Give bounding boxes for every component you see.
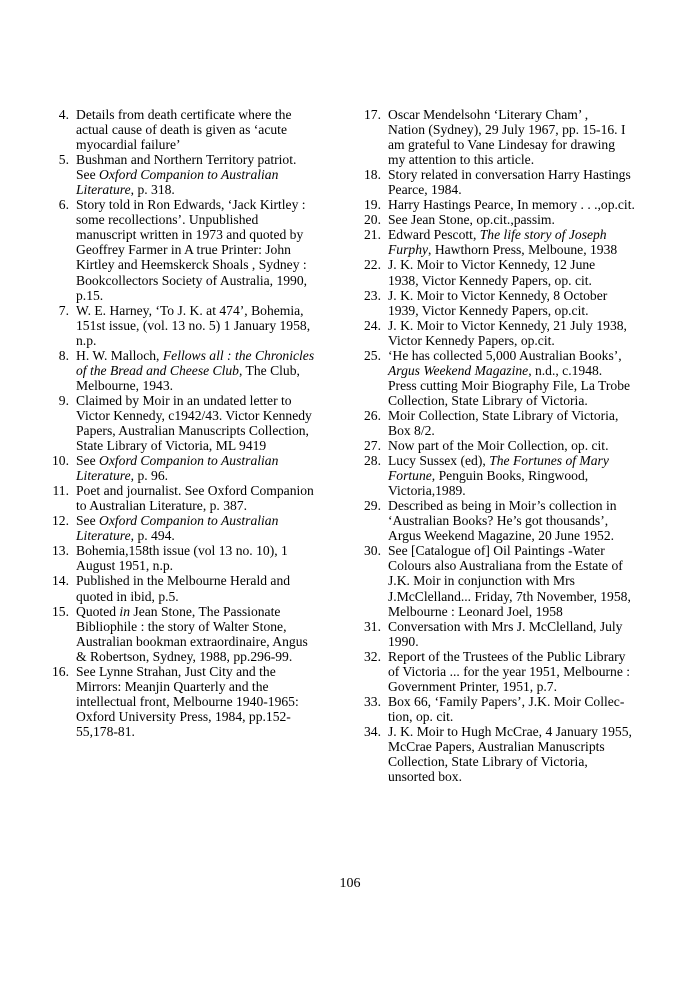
endnote-line: Box 66, ‘Family Papers’, J.K. Moir Collec- <box>388 693 625 709</box>
endnote-text <box>388 724 652 784</box>
endnote-line: Literature, p. 96. <box>76 468 169 484</box>
endnote-number: 15. <box>52 603 69 619</box>
endnote-text <box>388 257 652 287</box>
endnote-line: See Oxford Companion to Australian <box>76 513 279 529</box>
endnote-line: J. K. Moir to Victor Kennedy, 12 June <box>388 257 596 273</box>
endnote-number: 28. <box>364 453 381 469</box>
endnote-line: quoted in ibid, p.5. <box>76 588 179 604</box>
endnote-text <box>388 694 652 724</box>
endnote-line: to Australian Literature, p. 387. <box>76 498 248 514</box>
endnote-line: Claimed by Moir in an undated letter to <box>76 392 292 408</box>
endnote-number: 5. <box>58 152 69 168</box>
endnote-line: Bushman and Northern Territory patriot. <box>76 152 297 168</box>
endnote-number: 9. <box>58 392 69 408</box>
endnote-line: Lucy Sussex (ed), The Fortunes of Mary <box>388 453 609 469</box>
endnote-number: 11. <box>52 483 69 499</box>
endnote-line: Melbourne : Leonard Joel, 1958 <box>388 603 563 619</box>
endnote-line: Oxford University Press, 1984, pp.152- <box>76 708 291 724</box>
endnote-line: Geoffrey Farmer in A true Printer: John <box>76 242 291 258</box>
endnote <box>360 694 652 724</box>
endnote <box>48 573 340 603</box>
endnote-number: 33. <box>364 693 381 709</box>
endnote <box>48 393 340 453</box>
endnote-number: 4. <box>58 107 69 122</box>
endnote-line: ‘Australian Books? He’s got thousands’, <box>388 513 609 529</box>
endnote <box>48 348 340 393</box>
endnote-text <box>388 227 652 257</box>
endnote-text <box>388 649 652 694</box>
endnote <box>48 303 340 348</box>
endnote-line: Argus Weekend Magazine, 20 June 1952. <box>388 528 615 544</box>
endnote-number: 22. <box>364 257 381 273</box>
endnote <box>360 543 652 618</box>
endnote-number: 17. <box>364 107 381 122</box>
page-number: 106 <box>339 876 361 891</box>
endnote-line: Australian bookman extraordinaire, Angus <box>76 633 308 649</box>
endnote-line: Literature, p. 318. <box>76 182 175 198</box>
endnote <box>360 619 652 649</box>
endnote-number: 29. <box>364 498 381 514</box>
endnote-line: Pearce, 1984. <box>388 182 462 198</box>
endnote-number: 31. <box>364 618 381 634</box>
endnote-line: Nation (Sydney), 29 July 1967, pp. 15-16. I <box>388 122 626 138</box>
endnote-line: J. K. Moir to Victor Kennedy, 8 October <box>388 287 608 303</box>
endnote <box>48 513 340 543</box>
endnote-line: Story told in Ron Edwards, ‘Jack Kirtley : <box>76 197 306 213</box>
endnote-number: 13. <box>52 543 69 559</box>
endnote-line: Poet and journalist. See Oxford Companion <box>76 483 314 499</box>
endnote <box>48 197 340 302</box>
endnote-text <box>388 438 652 453</box>
endnote-line: Collection, State Library of Victoria. <box>388 392 588 408</box>
endnote-line: am grateful to Vane Lindesay for drawing <box>388 137 615 153</box>
endnote-line: Oscar Mendelsohn ‘Literary Cham’ , <box>388 107 589 122</box>
endnote-text <box>76 543 340 573</box>
endnote-line: Melbourne, 1943. <box>76 377 174 393</box>
endnote-number: 19. <box>364 197 381 213</box>
endnote <box>360 724 652 784</box>
endnote-number: 30. <box>364 543 381 559</box>
endnote-number: 23. <box>364 287 381 303</box>
endnote-line: Government Printer, 1951, p.7. <box>388 678 557 694</box>
endnote-line: of the Bread and Cheese Club, The Club, <box>76 362 300 378</box>
endnote-line: State Library of Victoria, ML 9419 <box>76 438 267 454</box>
endnote-text <box>388 318 652 348</box>
endnote <box>48 664 340 739</box>
endnote-text <box>76 513 340 543</box>
endnote-line: See Jean Stone, op.cit.,passim. <box>388 212 555 228</box>
endnote <box>360 288 652 318</box>
endnote-text <box>388 197 652 212</box>
endnote <box>48 543 340 573</box>
endnote-number: 14. <box>52 573 69 589</box>
endnote <box>360 318 652 348</box>
endnote-text <box>76 664 340 739</box>
endnote-line: J. K. Moir to Victor Kennedy, 21 July 1938, <box>388 317 627 333</box>
endnote-line: Edward Pescott, The life story of Joseph <box>388 227 607 243</box>
notes-column-right <box>360 107 652 784</box>
endnote <box>360 438 652 453</box>
endnote-text <box>388 453 652 498</box>
endnote-line: Literature, p. 494. <box>76 528 175 544</box>
endnote-number: 27. <box>364 438 381 454</box>
endnote <box>48 152 340 197</box>
endnote-text <box>388 107 652 167</box>
endnote-line: J.McClelland... Friday, 7th November, 1958, <box>388 588 631 604</box>
endnote-line: of Victoria ... for the year 1951, Melbourne : <box>388 663 631 679</box>
endnote-number: 18. <box>364 167 381 183</box>
endnote-line: See Lynne Strahan, Just City and the <box>76 663 276 679</box>
endnote-number: 12. <box>52 513 69 529</box>
endnote-line: Story related in conversation Harry Hastings <box>388 167 631 183</box>
endnote-line: Bibliophile : the story of Walter Stone, <box>76 618 287 634</box>
endnote-text <box>76 303 340 348</box>
endnote-text <box>76 573 340 603</box>
endnote-number: 8. <box>58 347 69 363</box>
endnote-line: Published in the Melbourne Herald and <box>76 573 291 589</box>
endnote-number: 32. <box>364 648 381 664</box>
endnote <box>360 408 652 438</box>
endnote-text <box>388 348 652 408</box>
endnote-line: Report of the Trustees of the Public Library <box>388 648 626 664</box>
endnote-number: 25. <box>364 347 381 363</box>
endnote <box>360 227 652 257</box>
endnote-line: See Oxford Companion to Australian <box>76 453 279 469</box>
endnote-line: n.p. <box>76 332 97 348</box>
endnote-line: 151st issue, (vol. 13 no. 5) 1 January 1958, <box>76 317 311 333</box>
endnote-text <box>76 483 340 513</box>
endnote <box>48 453 340 483</box>
endnote-number: 26. <box>364 407 381 423</box>
endnote-line: Moir Collection, State Library of Victoria, <box>388 407 619 423</box>
endnote-number: 16. <box>52 663 69 679</box>
endnote-line: Fortune, Penguin Books, Ringwood, <box>388 468 589 484</box>
endnote-text <box>76 348 340 393</box>
endnote <box>360 212 652 227</box>
endnote-line: Colours also Australiana from the Estate of <box>388 558 623 574</box>
endnote-line: unsorted box. <box>388 769 463 785</box>
endnote-line: Box 8/2. <box>388 422 435 438</box>
endnote-line: Argus Weekend Magazine, n.d., c.1948. <box>388 362 603 378</box>
endnote-text <box>76 453 340 483</box>
endnote-line: my attention to this article. <box>388 152 535 168</box>
endnote-line: 1939, Victor Kennedy Papers, op.cit. <box>388 302 589 318</box>
endnote-line: Victor Kennedy, c1942/43. Victor Kennedy <box>76 407 312 423</box>
endnote-number: 24. <box>364 317 381 333</box>
endnote-text <box>388 212 652 227</box>
endnote-line: Kirtley and Heemskerck Shoals , Sydney : <box>76 257 307 273</box>
endnote-line: Victoria,1989. <box>388 483 466 499</box>
endnote <box>360 453 652 498</box>
endnote-line: Harry Hastings Pearce, In memory . . .,op.cit. <box>388 197 635 213</box>
endnote-line: J. K. Moir to Hugh McCrae, 4 January 1955, <box>388 723 632 739</box>
endnote-line: Bookcollectors Society of Australia, 1990, <box>76 272 308 288</box>
endnote-number: 7. <box>58 302 69 318</box>
endnote <box>360 649 652 694</box>
endnote <box>360 498 652 543</box>
endnote-text <box>388 408 652 438</box>
endnote-line: manuscript written in 1973 and quoted by <box>76 227 304 243</box>
endnote-number: 10. <box>52 453 69 469</box>
endnote-text <box>76 197 340 302</box>
endnote-line: Press cutting Moir Biography File, La Trobe <box>388 377 631 393</box>
endnote-line: McCrae Papers, Australian Manuscripts <box>388 738 605 754</box>
endnote-line: 1938, Victor Kennedy Papers, op. cit. <box>388 272 592 288</box>
endnote-line: intellectual front, Melbourne 1940-1965: <box>76 693 299 709</box>
endnote-text <box>388 498 652 543</box>
endnote-line: actual cause of death is given as ‘acute <box>76 122 287 138</box>
endnote-line: Bohemia,158th issue (vol 13 no. 10), 1 <box>76 543 288 559</box>
endnote <box>360 167 652 197</box>
endnote-line: Victor Kennedy Papers, op.cit. <box>388 332 555 348</box>
endnote-text <box>388 167 652 197</box>
endnote-line: Now part of the Moir Collection, op. cit. <box>388 438 609 454</box>
endnote-text <box>76 152 340 197</box>
endnote <box>48 107 340 152</box>
endnote-line: Details from death certificate where the <box>76 107 292 122</box>
endnote-line: Papers, Australian Manuscripts Collection, <box>76 422 309 438</box>
endnote-text <box>388 543 652 618</box>
endnote <box>360 197 652 212</box>
endnote-line: myocardial failure’ <box>76 137 181 153</box>
endnote-line: & Robertson, Sydney, 1988, pp.296-99. <box>76 648 293 664</box>
endnote-text <box>76 107 340 152</box>
endnote-line: p.15. <box>76 287 104 303</box>
endnote <box>360 107 652 167</box>
endnote-line: tion, op. cit. <box>388 708 454 724</box>
endnote-line: See Oxford Companion to Australian <box>76 167 279 183</box>
endnote-text <box>76 393 340 453</box>
endnote-number: 6. <box>58 197 69 213</box>
notes-column-left <box>48 107 340 739</box>
endnote-number: 21. <box>364 227 381 243</box>
endnote <box>48 604 340 664</box>
endnote-line: Described as being in Moir’s collection in <box>388 498 617 514</box>
endnote-line: H. W. Malloch, Fellows all : the Chronicles <box>76 347 315 363</box>
endnote-line: 55,178-81. <box>76 723 135 739</box>
endnote-line: Collection, State Library of Victoria, <box>388 754 588 770</box>
endnote-line: ‘He has collected 5,000 Australian Books’, <box>388 347 622 363</box>
endnote-line: See [Catalogue of] Oil Paintings -Water <box>388 543 605 559</box>
endnote-text <box>76 604 340 664</box>
endnote <box>360 348 652 408</box>
endnote <box>360 257 652 287</box>
endnote-text <box>388 288 652 318</box>
endnote-number: 34. <box>364 723 381 739</box>
endnote-text <box>388 619 652 649</box>
endnote <box>48 483 340 513</box>
endnote-line: W. E. Harney, ‘To J. K. at 474’, Bohemia, <box>76 302 304 318</box>
endnote-line: August 1951, n.p. <box>76 558 174 574</box>
endnote-line: Quoted in Jean Stone, The Passionate <box>76 603 281 619</box>
endnote-line: 1990. <box>388 633 419 649</box>
endnote-line: Mirrors: Meanjin Quarterly and the <box>76 678 269 694</box>
endnote-number: 20. <box>364 212 381 228</box>
endnote-line: Conversation with Mrs J. McClelland, July <box>388 618 623 634</box>
endnote-line: Furphy, Hawthorn Press, Melboune, 1938 <box>388 242 618 258</box>
endnote-line: some recollections’. Unpublished <box>76 212 259 228</box>
endnote-line: J.K. Moir in conjunction with Mrs <box>388 573 575 589</box>
